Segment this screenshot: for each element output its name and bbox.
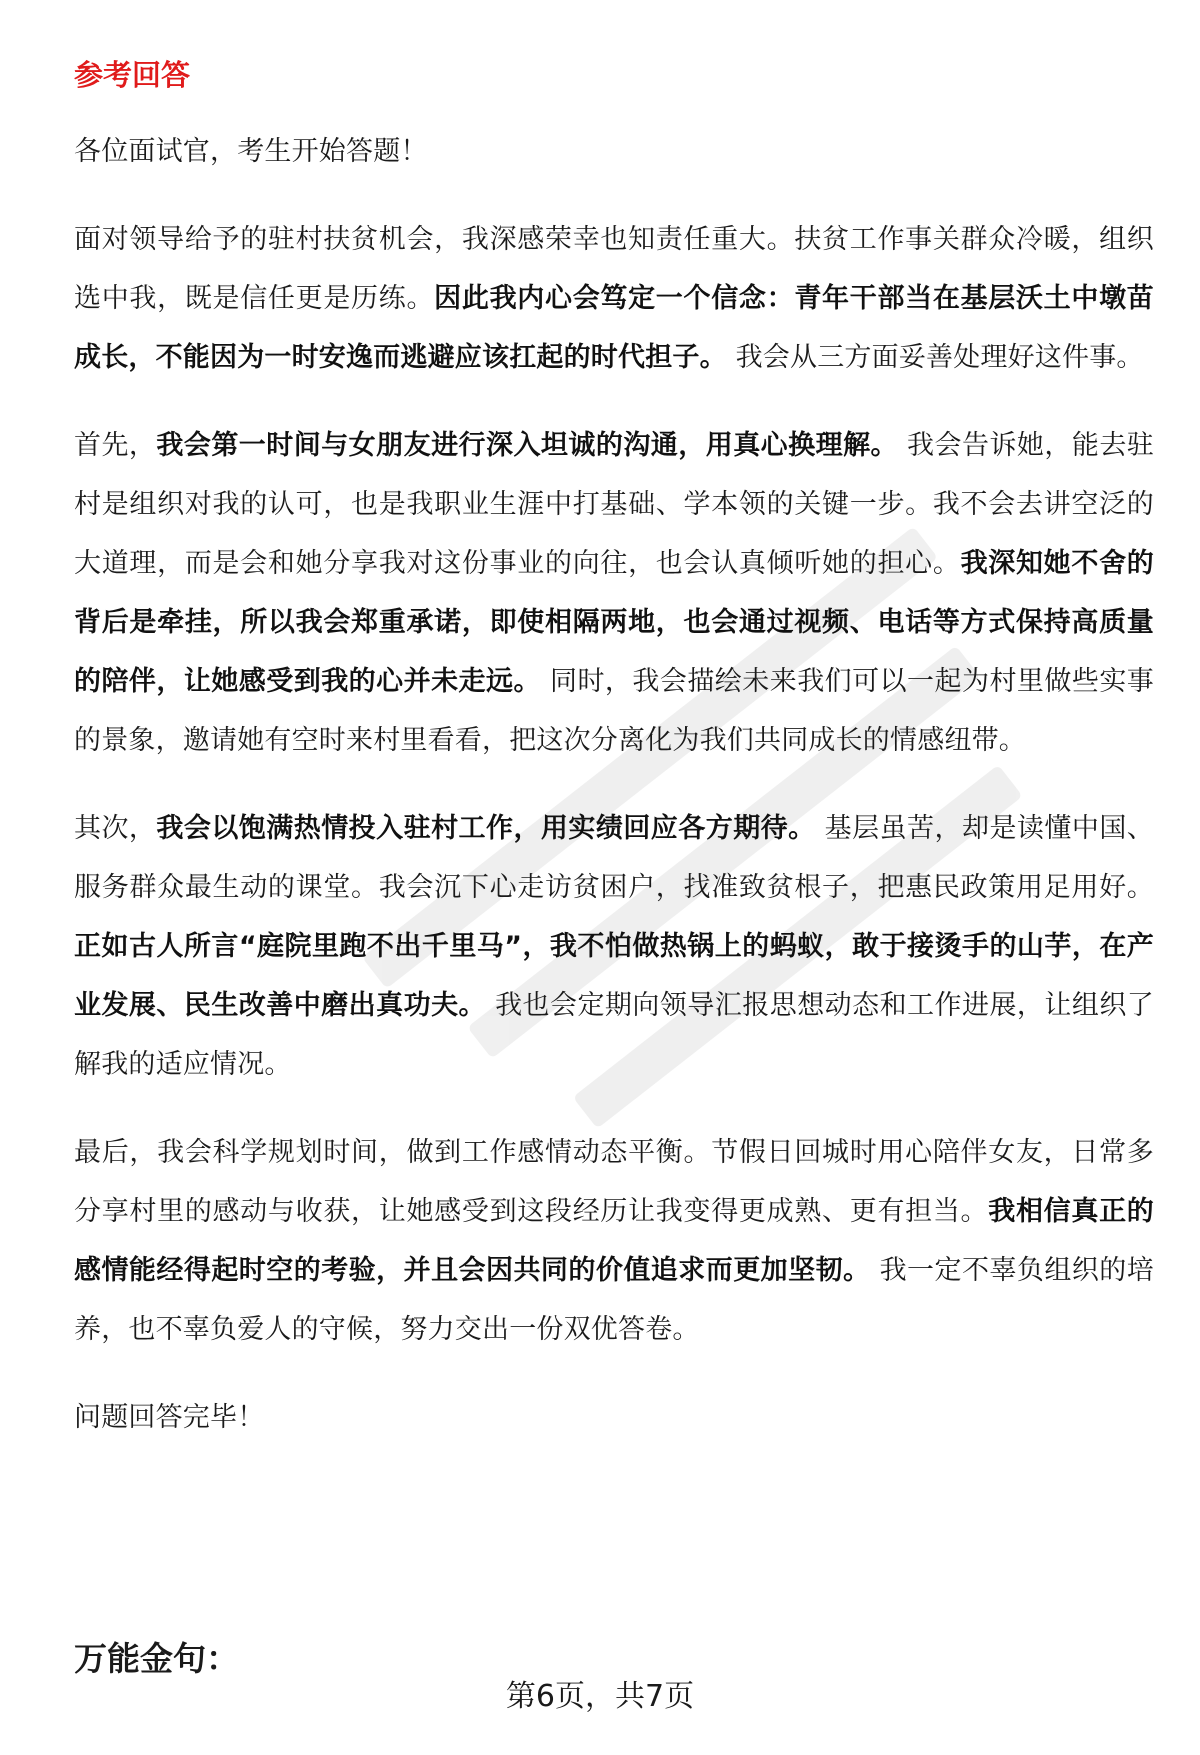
paragraph — [74, 1123, 1154, 1359]
page-number: 第6页，共7页 — [505, 1679, 695, 1714]
text-run: 我也会定期向领导汇报思想动态和工作进展，让组织了解我的适应情况。 — [74, 989, 1155, 1080]
text-run: 我一定不辜负组织的培养，也不辜负爱人的守候，努力交出一份双优答卷。 — [74, 1254, 1154, 1345]
paragraph — [74, 122, 1154, 181]
paragraph — [74, 1388, 1154, 1447]
bold-text-run: 我深知她不舍的背后是牵挂，所以我会郑重承诺，即使相隔两地，也会通过视频、电话等方式保持高质量的陪伴，让她感受到我的心并未走远。 — [74, 547, 1154, 697]
text-run: 其次， — [74, 812, 157, 844]
bold-text-run: 我相信真正的感情能经得起时空的考验，并且会因共同的价值追求而更加坚韧。 — [74, 1195, 1154, 1286]
golden-sentences-heading: 万能金句： — [74, 1639, 239, 1678]
text-run: 面对领导给予的驻村扶贫机会，我深感荣幸也知责任重大。扶贫工作事关群众冷暖，组织选中我，既是信任更是历练。 — [74, 223, 1154, 314]
paragraph — [74, 799, 1154, 1094]
text-run: 首先， — [74, 429, 157, 461]
text-run: 最后，我会科学规划时间，做到工作感情动态平衡。节假日回城时用心陪伴女友，日常多分享村里的感动与收获，让她感受到这段经历让我变得更成熟、更有担当。 — [74, 1136, 1154, 1227]
section-label: 参考回答 — [74, 58, 191, 92]
answer-paragraphs — [74, 122, 1154, 1447]
text-run: 我会从三方面妥善处理好这件事。 — [726, 341, 1144, 373]
paragraph — [74, 416, 1154, 770]
bold-text-run: 我会第一时间与女朋友进行深入坦诚的沟通，用真心换理解。 — [156, 429, 898, 461]
text-run: 基层虽苦，却是读懂中国、服务群众最生动的课堂。我会沉下心走访贫困户，找准致贫根子，把惠民政策用足用好。 — [74, 812, 1154, 903]
bold-text-run: 正如古人所言“庭院里跑不出千里马”，我不怕做热锅上的蚂蚁，敢于接烫手的山芋，在产业发展、民生改善中磨出真功夫。 — [74, 930, 1154, 1021]
document-body — [74, 55, 1154, 1476]
text-run: 各位面试官，考生开始答题！ — [74, 135, 428, 167]
text-run: 同时，我会描绘未来我们可以一起为村里做些实事的景象，邀请她有空时来村里看看，把这次分离化为我们共同成长的情感纽带。 — [74, 665, 1154, 756]
paragraph — [74, 210, 1154, 387]
bold-text-run: 我会以饱满热情投入驻村工作，用实绩回应各方期待。 — [156, 812, 816, 844]
text-run: 我会告诉她，能去驻村是组织对我的认可，也是我职业生涯中打基础、学本领的关键一步。我不会去讲空泛的大道理，而是会和她分享我对这份事业的向往，也会认真倾听她的担心。 — [74, 429, 1154, 579]
text-run: 问题回答完毕！ — [74, 1401, 265, 1433]
bold-text-run: 因此我内心会笃定一个信念：青年干部当在基层沃土中墩苗成长，不能因为一时安逸而逃避应该扛起的时代担子。 — [74, 282, 1154, 373]
